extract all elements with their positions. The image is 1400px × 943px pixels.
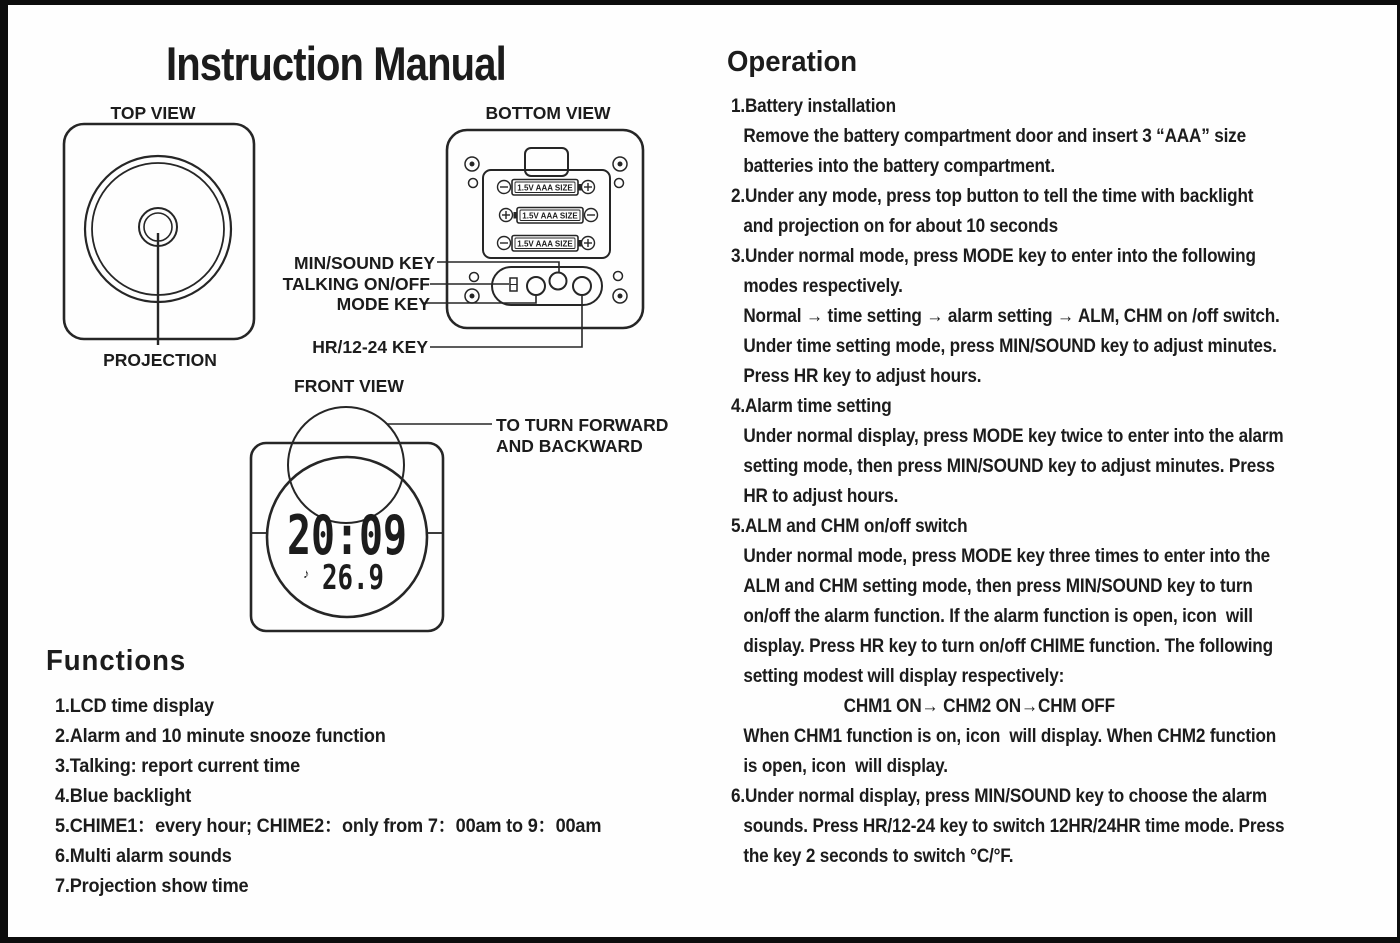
operation-line: Under normal display, press MODE key twice to enter into the alarm	[743, 425, 1284, 447]
function-item: 2.Alarm and 10 minute snooze function	[55, 725, 386, 747]
battery-cell	[500, 208, 598, 224]
battery-cell	[498, 180, 595, 196]
front-view-diagram	[251, 376, 668, 631]
function-item: 4.Blue backlight	[55, 785, 192, 807]
screw-icon	[465, 289, 479, 303]
turn-label-line1: TO TURN FORWARD	[496, 415, 669, 435]
operation-line: setting mode, then press MIN/SOUND key to adjust minutes. Press	[743, 455, 1275, 477]
mode-key-button	[527, 277, 545, 295]
operation-line: 2.Under any mode, press top button to tell the time with backlight	[731, 185, 1254, 207]
operation-line: Normal → time setting → alarm setting → ALM, CHM on /off switch.	[743, 305, 1280, 327]
operation-line: and projection on for about 10 seconds	[743, 215, 1058, 237]
operation-line: Under time setting mode, press MIN/SOUND key to adjust minutes.	[743, 335, 1277, 357]
operation-line: Remove the battery compartment door and insert 3 “AAA” size	[743, 125, 1246, 147]
operation-line: on/off the alarm function. If the alarm function is open, icon will	[743, 605, 1253, 627]
bottom-view-diagram	[283, 103, 643, 357]
operation-line: display. Press HR key to turn on/off CHIME function. The following	[743, 635, 1273, 657]
operation-line: 1.Battery installation	[731, 95, 896, 117]
turn-label-line2: AND BACKWARD	[496, 436, 643, 456]
min-sound-key-button	[550, 273, 567, 290]
diagrams-canvas	[0, 0, 700, 700]
operation-line: Under normal mode, press MODE key three times to enter into the	[743, 545, 1271, 567]
top-view-title: TOP VIEW	[110, 103, 196, 123]
operation-line: 3.Under normal mode, press MODE key to enter into the following	[731, 245, 1256, 267]
lcd-time: 20:09	[287, 504, 407, 567]
operation-line: 4.Alarm time setting	[731, 395, 892, 417]
function-item: 1.LCD time display	[55, 695, 214, 717]
function-item: 3.Talking: report current time	[55, 755, 301, 777]
function-item: 5.CHIME1：every hour; CHIME2：only from 7：00am to 9：00am	[55, 815, 602, 837]
mode-key-label: MODE KEY	[336, 294, 430, 314]
battery-label: 1.5V AAA SIZE	[522, 211, 578, 221]
function-item: 6.Multi alarm sounds	[55, 845, 232, 867]
operation-line: batteries into the battery compartment.	[743, 155, 1055, 177]
hole-icon	[470, 273, 479, 282]
screw-icon	[613, 157, 627, 171]
operation-line: CHM1 ON→ CHM2 ON→CHM OFF	[843, 695, 1115, 717]
operation-line: 5.ALM and CHM on/off switch	[731, 515, 968, 537]
battery-label: 1.5V AAA SIZE	[517, 239, 573, 249]
functions-heading: Functions	[46, 645, 187, 677]
hole-icon	[469, 179, 478, 188]
operation-line: ALM and CHM setting mode, then press MIN/SOUND key to turn	[743, 575, 1253, 597]
hole-icon	[614, 272, 623, 281]
lcd-temperature: 26.9	[322, 558, 384, 598]
hr-key-button	[573, 277, 591, 295]
hr-12-24-key-label: HR/12-24 KEY	[312, 337, 428, 357]
operation-line: setting modest will display respectively:	[743, 665, 1065, 687]
operation-heading: Operation	[727, 46, 858, 78]
battery-cell	[498, 236, 595, 252]
functions-list	[55, 691, 687, 901]
talking-on-off-label: TALKING ON/OFF	[282, 274, 430, 294]
operation-line: HR to adjust hours.	[743, 485, 899, 507]
hole-icon	[615, 179, 624, 188]
operation-line: sounds. Press HR/12-24 key to switch 12HR/24HR time mode. Press	[743, 815, 1285, 837]
min-sound-key-label: MIN/SOUND KEY	[294, 253, 435, 273]
operation-line: modes respectively.	[743, 275, 903, 297]
function-item: 7.Projection show time	[55, 875, 249, 897]
screw-icon	[613, 289, 627, 303]
screw-icon	[465, 157, 479, 171]
operation-line: 6.Under normal display, press MIN/SOUND key to choose the alarm	[731, 785, 1267, 807]
operation-line: the key 2 seconds to switch °C/°F.	[743, 845, 1014, 867]
projection-label: PROJECTION	[103, 350, 217, 370]
front-view-title: FRONT VIEW	[294, 376, 404, 396]
operation-line: is open, icon will display.	[743, 755, 948, 777]
lcd-indicator-icon: ♪	[303, 566, 310, 581]
battery-label: 1.5V AAA SIZE	[517, 183, 573, 193]
page-title: Instruction Manual	[166, 37, 506, 90]
bottom-view-title: BOTTOM VIEW	[485, 103, 611, 123]
operation-line: When CHM1 function is on, icon will display. When CHM2 function	[743, 725, 1277, 747]
key-cluster	[492, 267, 602, 305]
operation-text	[731, 91, 1382, 871]
battery-door-tab	[525, 148, 568, 176]
top-view-diagram	[64, 103, 254, 370]
operation-line: Press HR key to adjust hours.	[743, 365, 982, 387]
